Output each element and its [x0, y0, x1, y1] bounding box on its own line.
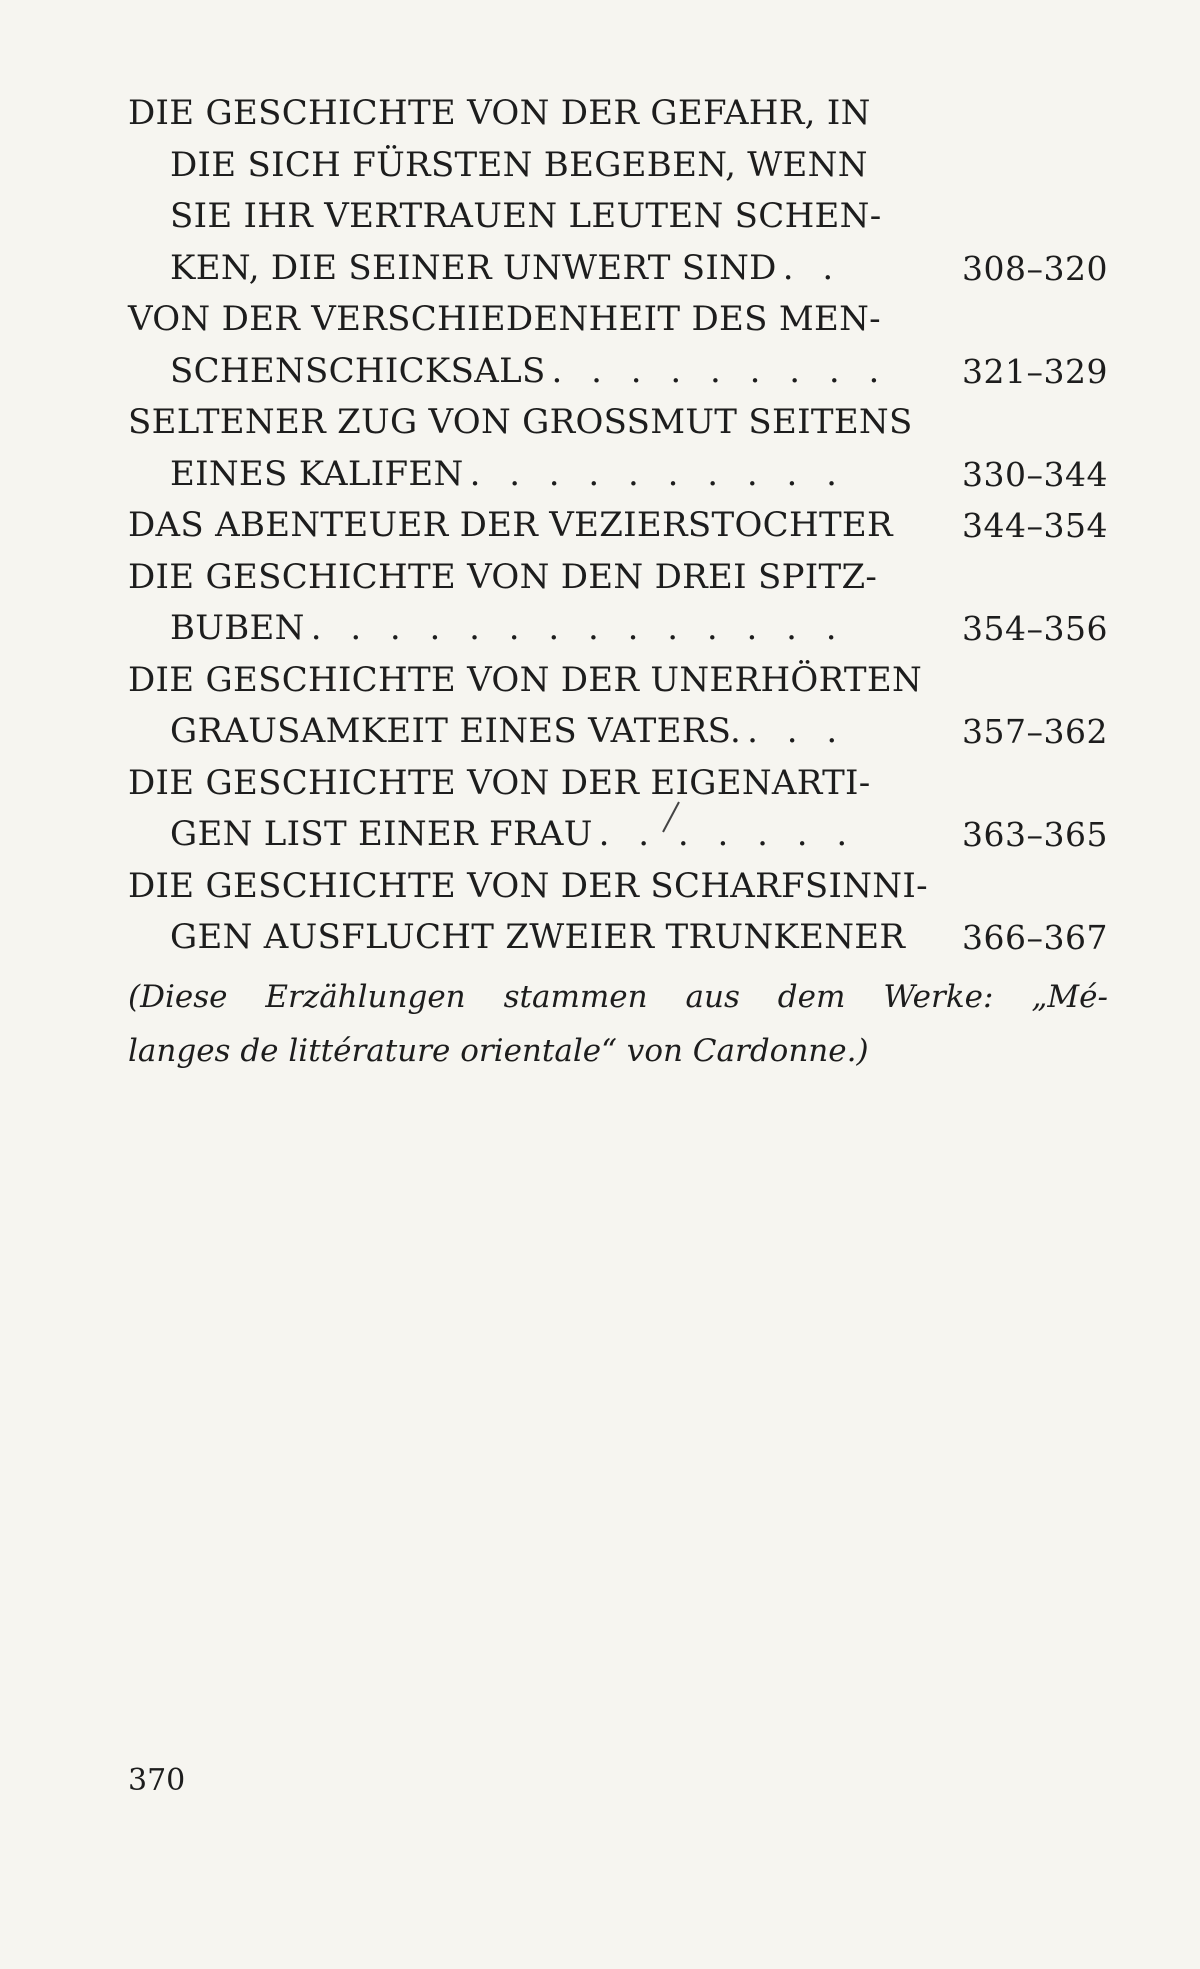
- page-range: 354–356: [962, 609, 1108, 648]
- page-range: 357–362: [962, 712, 1108, 751]
- leader-dots: . . .: [747, 711, 847, 751]
- page-range: 363–365: [962, 815, 1108, 854]
- leader-dots: . .: [782, 247, 843, 288]
- leader-dots: . . . . . . . . . . . . . .: [310, 608, 846, 648]
- toc-entry-last-line: GEN AUSFLUCHT ZWEIER TRUNKENER 366–367: [128, 912, 1108, 964]
- toc-entry-last-line: EINES KALIFEN . . . . . . . . . . 330–344: [128, 449, 1108, 501]
- leader-dots: . . . . . . .: [598, 814, 857, 854]
- toc-line: SIE IHR VERTRAUEN LEUTEN SCHEN-: [170, 196, 882, 236]
- toc-entry-last-line: DAS ABENTEUER DER VEZIERSTOCHTER 344–354: [128, 500, 1108, 552]
- source-note-line: langes de littérature orientale“ von Cardonne.): [128, 1033, 869, 1069]
- toc-line: DIE GESCHICHTE VON DEN DREI SPITZ-: [128, 556, 878, 597]
- toc-line: DIE GESCHICHTE VON DER EIGENARTI-: [128, 762, 871, 803]
- toc-line: DIE GESCHICHTE VON DER UNERHÖRTEN: [128, 659, 923, 700]
- table-of-contents: [128, 88, 1108, 964]
- leader-dots: . . . . . . . . .: [551, 350, 889, 391]
- page-range: 344–354: [962, 506, 1108, 545]
- toc-entry-last-line: GRAUSAMKEIT EINES VATERS. . . . 357–362: [128, 706, 1108, 758]
- leader-dots: . . . . . . . . . .: [469, 453, 846, 494]
- page-range: 330–344: [962, 454, 1108, 494]
- toc-line: DIE SICH FÜRSTEN BEGEBEN, WENN: [170, 144, 868, 185]
- toc-entry-last-line: BUBEN . . . . . . . . . . . . . . 354–356: [128, 603, 1108, 655]
- page-range: 308–320: [962, 248, 1108, 288]
- source-note-line: (Diese Erzählungen stammen aus dem Werke: „Mé-: [128, 979, 1108, 1015]
- toc-line: SELTENER ZUG VON GROSSMUT SEITENS: [128, 402, 913, 442]
- toc-line: VON DER VERSCHIEDENHEIT DES MEN-: [128, 299, 881, 339]
- toc-line: DIE GESCHICHTE VON DER GEFAHR, IN: [128, 93, 871, 133]
- page-range: 321–329: [962, 351, 1108, 391]
- toc-entry-last-line: GEN LIST EINER FRAU . . . . . . . 363–365: [128, 809, 1108, 861]
- page-range: 366–367: [962, 918, 1108, 957]
- source-note: [128, 970, 1108, 1078]
- toc-entry-last-line: SCHENSCHICKSALS . . . . . . . . . 321–329: [128, 346, 1108, 398]
- page-number: 370: [128, 1763, 186, 1798]
- toc-line: DIE GESCHICHTE VON DER SCHARFSINNI-: [128, 865, 928, 906]
- toc-entry-last-line: KEN, DIE SEINER UNWERT SIND . . 308–320: [128, 243, 1108, 295]
